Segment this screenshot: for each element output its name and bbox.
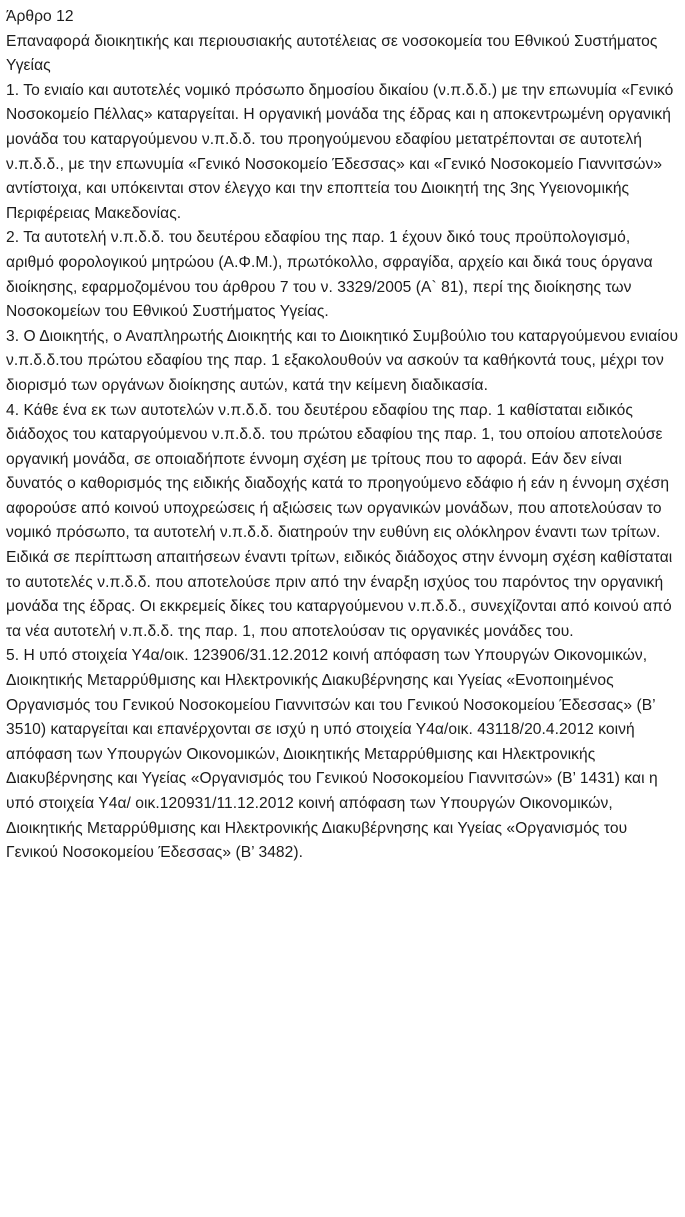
article-title: Άρθρο 12 <box>6 8 74 25</box>
paragraph-4: 4. Κάθε ένα εκ των αυτοτελών ν.π.δ.δ. του δευτέρου εδαφίου της παρ. 1 καθίσταται ειδικός διάδοχος του καταργούμενου ν.π.δ.δ. του πρώτου εδαφίου της παρ. 1, του οποίου αποτελούσε οργανική μονάδα, σε οποιαδήποτε έννομη σχέση με τρίτους που το αφορά. Εάν δεν είναι δυνατός ο καθορισμός της ειδικής διαδοχής κατά το προηγούμενο εδάφιο ή εάν η έννομη σχέση αφορούσε από κοινού υποχρεώσεις ή αξιώσεις των οργανικών μονάδων, που αποτελούσαν το νομικό πρόσωπο, τα αυτοτελή ν.π.δ.δ. διατηρούν την ευθύνη εις ολόκληρον έναντι των τρίτων. Ειδικά σε περίπτωση απαιτήσεων έναντι τρίτων, ειδικός διάδοχος στην έννομη σχέση καθίσταται το αυτοτελές ν.π.δ.δ. που αποτελούσε πριν από την έναρξη ισχύος του παρόντος την οργανική μονάδα της έδρας. Οι εκκρεμείς δίκες του καταργούμενου ν.π.δ.δ., συνεχίζονται από κοινού από τα νέα αυτοτελή ν.π.δ.δ. της παρ. 1, που αποτελούσαν τις οργανικές μονάδες του. <box>6 401 673 640</box>
paragraph-1: 1. Το ενιαίο και αυτοτελές νομικό πρόσωπο δημοσίου δικαίου (ν.π.δ.δ.) με την επωνυμία «Γενικό Νοσοκομείο Πέλλας» καταργείται. Η οργανική μονάδα της έδρας και η αποκεντρωμένη οργανική μονάδα του καταργούμενου ν.π.δ.δ. του προηγούμενου εδαφίου μετατρέπονται σε αυτοτελή ν.π.δ.δ., με την επωνυμία «Γενικό Νοσοκομείο Έδεσσας» και «Γενικό Νοσοκομείο Γιαννιτσών» αντίστοιχα, και υπόκεινται στον έλεγχο και την εποπτεία του Διοικητή της 3ης Υγειονομικής Περιφέρειας Μακεδονίας. <box>6 81 674 222</box>
paragraph-5: 5. Η υπό στοιχεία Υ4α/οικ. 123906/31.12.2012 κοινή απόφαση των Υπουργών Οικονομικών, Διοικητικής Μεταρρύθμισης και Ηλεκτρονικής Διακυβέρνησης και Υγείας «Ενοποιημένος Οργανισμός του Γενικού Νοσοκομείου Γιαννιτσών και του Γενικού Νοσοκομείου Έδεσσας» (Β’ 3510) καταργείται και επανέρχονται σε ισχύ η υπό στοιχεία Υ4α/οικ. 43118/20.4.2012 κοινή απόφαση των Υπουργών Οικονομικών, Διοικητικής Μεταρρύθμισης και Ηλεκτρονικής Διακυβέρνησης και Υγείας «Οργανισμός του Γενικού Νοσοκομείου Γιαννιτσών» (Β’ 1431) και η υπό στοιχεία Υ4α/ οικ.120931/11.12.2012 κοινή απόφαση των Υπουργών Οικονομικών, Διοικητικής Μεταρρύθμισης και Ηλεκτρονικής Διακυβέρνησης και Υγείας «Οργανισμός του Γενικού Νοσοκομείου Έδεσσας» (Β’ 3482). <box>6 647 658 862</box>
article-heading: Επαναφορά διοικητικής και περιουσιακής αυτοτέλειας σε νοσοκομεία του Εθνικού Συστήματος Υγείας <box>6 32 658 75</box>
article-document <box>6 5 681 866</box>
paragraph-2: 2. Τα αυτοτελή ν.π.δ.δ. του δευτέρου εδαφίου της παρ. 1 έχουν δικό τους προϋπολογισμό, αριθμό φορολογικού μητρώου (Α.Φ.Μ.), πρωτόκολλο, σφραγίδα, αρχείο και δικά τους όργανα διοίκησης, εφαρμοζομένου του άρθρου 7 του ν. 3329/2005 (Α` 81), περί της διοίκησης των Νοσοκομείων του Εθνικού Συστήματος Υγείας. <box>6 229 653 321</box>
paragraph-3: 3. Ο Διοικητής, ο Αναπληρωτής Διοικητής και το Διοικητικό Συμβούλιο του καταργούμενου ενιαίου ν.π.δ.δ.του πρώτου εδαφίου της παρ. 1 εξακολουθούν να ασκούν τα καθήκοντά τους, μέχρι τον διορισμό των οργάνων διοίκησης αυτών, κατά την κείμενη διαδικασία. <box>6 327 679 394</box>
